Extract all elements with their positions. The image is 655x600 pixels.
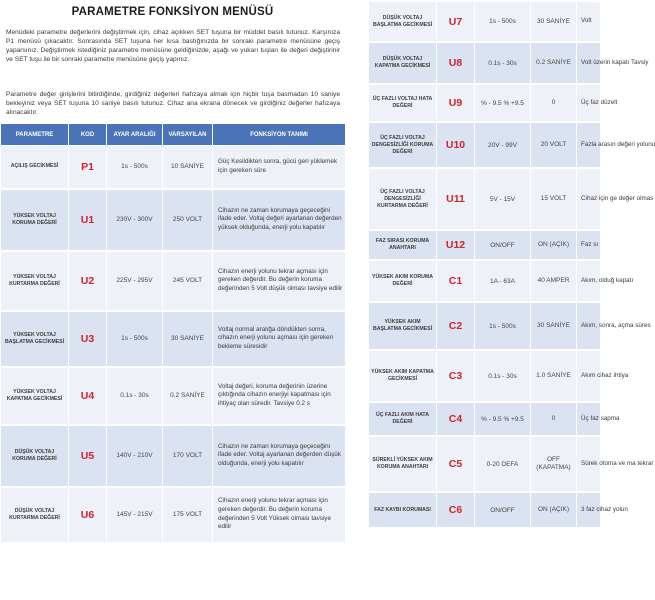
param-description: Akım cihaz ihtiya — [577, 350, 601, 402]
param-name: DÜŞÜK VOLTAJ KURTARMA DEĞERİ — [1, 487, 69, 543]
param-name: YÜKSEK AKIM BAŞLATMA GECİKMESİ — [369, 302, 437, 350]
param-name: DÜŞÜK VOLTAJ BAŞLATMA GECİKMESİ — [369, 2, 437, 42]
param-range: 0-20 DEFA — [475, 436, 531, 492]
param-range: 1s - 500s — [107, 146, 163, 189]
param-range: 1s - 500s — [107, 311, 163, 367]
param-code: C6 — [437, 492, 475, 528]
param-default: 0 — [531, 84, 577, 122]
param-range: ON/OFF — [475, 492, 531, 528]
param-name: YÜKSEK VOLTAJ KURTARMA DEĞERİ — [1, 251, 69, 311]
param-range: 20V - 99V — [475, 122, 531, 168]
table-row — [1, 189, 346, 251]
param-description: Cihaz için ge değer olmas — [577, 168, 601, 230]
param-default: 30 SANİYE — [163, 311, 213, 367]
param-description: Akım, sonra, açma süres — [577, 302, 601, 350]
param-code: C5 — [437, 436, 475, 492]
param-code: U9 — [437, 84, 475, 122]
param-name: YÜKSEK VOLTAJ KAPATMA GECİKMESİ — [1, 367, 69, 425]
param-name: AÇILIŞ GECİKMESİ — [1, 146, 69, 189]
header-ayar-araligi: AYAR ARALIĞI — [107, 124, 163, 146]
param-name: ÜÇ FAZLI VOLTAJ DENGESİZLİĞİ KURTARMA DEĞERİ — [369, 168, 437, 230]
param-range: 140V - 210V — [107, 425, 163, 487]
param-description: Voltaj değeri, koruma değerinin üzerine çıktığında cihazın enerjiyi kapatması için ihtiyaç olan süredir. Tavsiye 0.2 s — [213, 367, 346, 425]
param-range: 230V - 300V — [107, 189, 163, 251]
param-description: Volt üzerin kapatı Tavsiy — [577, 42, 601, 84]
table-header-row — [1, 124, 346, 146]
header-kod: KOD — [69, 124, 107, 146]
param-code: U12 — [437, 230, 475, 260]
param-default: 175 VOLT — [163, 487, 213, 543]
param-code: C1 — [437, 260, 475, 302]
param-name: ÜÇ FAZLI VOLTAJ HATA DEĞERİ — [369, 84, 437, 122]
param-description: Akım, olduğ kapatı — [577, 260, 601, 302]
param-description: Üç faz düzelt — [577, 84, 601, 122]
table-row — [1, 146, 346, 189]
param-default: 0 — [531, 402, 577, 436]
param-range: ON/OFF — [475, 230, 531, 260]
param-range: 1s - 500s — [475, 2, 531, 42]
table-row — [1, 311, 346, 367]
param-description: Fazla arasın değeri yolunu — [577, 122, 601, 168]
intro-paragraph: Menüdeki parametre değerlerini değiştirmek için, cihaz açıkken SET tuşuna bir müddet basılı tutunuz. Karşınıza P1 menüsü çıkacaktır. Sonrasında SET tuşuna her kısa bastığınızda bir sonraki parametre menüsüne geçiş yaparsınız. Değiştirmek istediğiniz parametre menüsüne geldiğinizde, aşağı ve yukarı tuşları ile değeri değiştirinir ve SET tuşu ile bir sonraki parametre menüsüne geçiş yapınız. — [6, 29, 340, 63]
param-description: 3 faz cihaz yolun — [577, 492, 601, 528]
param-range: % - 9.5 % +9.5 — [475, 402, 531, 436]
param-description: Güç Kesildikten sonra, gücü geri yüklemek için gereken süre — [213, 146, 346, 189]
param-name: FAZ KAYBI KORUMASI — [369, 492, 437, 528]
param-code: U8 — [437, 42, 475, 84]
param-code: C4 — [437, 402, 475, 436]
header-fonksiyon-tanimi: FONKSİYON TANIMI — [213, 124, 346, 146]
table-row — [369, 302, 601, 350]
param-description: Volt — [577, 2, 601, 42]
param-code: C2 — [437, 302, 475, 350]
param-default: OFF (KAPATMA) — [531, 436, 577, 492]
right-page — [368, 0, 655, 600]
table-row — [1, 251, 346, 311]
param-default: 0.2 SANİYE — [163, 367, 213, 425]
param-description: Sürek otoma ve ma tekrar — [577, 436, 601, 492]
param-description: Cihazın ne zaman korumaya geçeceğini ifade eder. Voltaj değeri ayarlanan değerden yüksek olduğunda, enerji yolu kapatılır — [213, 189, 346, 251]
param-code: U4 — [69, 367, 107, 425]
param-description: Üç faz sapma — [577, 402, 601, 436]
param-default: 0.2 SANİYE — [531, 42, 577, 84]
param-description: Cihazın enerji yolunu tekrar açması için gereken değerdir. Bu değerin koruma değerinden 5 Volt Yüksek olması tavsiye edilir — [213, 487, 346, 543]
param-code: U6 — [69, 487, 107, 543]
param-default: 30 SANİYE — [531, 302, 577, 350]
header-varsayilan: VARSAYILAN — [163, 124, 213, 146]
parameter-table-left — [0, 123, 346, 544]
table-row — [369, 42, 601, 84]
parameter-table-right — [368, 2, 655, 529]
param-name: ÜÇ FAZLI VOLTAJ DENGESİZLİĞİ KORUMA DEĞERİ — [369, 122, 437, 168]
table-row — [369, 122, 601, 168]
table-row — [369, 260, 601, 302]
param-default: 40 AMPER — [531, 260, 577, 302]
param-code: U10 — [437, 122, 475, 168]
table-row — [369, 230, 601, 260]
table-row — [1, 425, 346, 487]
param-range: 0.1s - 30s — [475, 42, 531, 84]
table-row — [369, 492, 601, 528]
table-row — [369, 84, 601, 122]
param-name: YÜKSEK VOLTAJ BAŞLATMA GECİKMESİ — [1, 311, 69, 367]
page-title: PARAMETRE FONKSİYON MENÜSÜ — [71, 6, 274, 18]
param-code: C3 — [437, 350, 475, 402]
param-default: 170 VOLT — [163, 425, 213, 487]
param-default: 20 VOLT — [531, 122, 577, 168]
param-range: 5V - 15V — [475, 168, 531, 230]
param-description: Cihazın enerji yolunu tekrar açması için gereken değerdir. Bu değerin koruma değerinden 5 Volt düşük olması tavsiye edilir — [213, 251, 346, 311]
param-range: 0.1s - 30s — [107, 367, 163, 425]
param-name: SÜREKLİ YÜKSEK AKIM KORUMA ANAHTARI — [369, 436, 437, 492]
param-name: ÜÇ FAZLI AKIM HATA DEĞERİ — [369, 402, 437, 436]
note-paragraph: Parametre değer girişlerini bitirdiğinde, girdiğiniz değerleri hafızaya almak için hiçbir tuşa basmadan 10 saniye bekleyiniz veya SET tuşuna 10 saniye basılı tutunuz. Cihaz ana ekrana dönecek ve girdiğiniz değerler hafızaya alınacaktır. — [6, 91, 340, 116]
table-row — [1, 367, 346, 425]
table-row — [369, 2, 601, 42]
param-code: U7 — [437, 2, 475, 42]
table-row — [369, 436, 601, 492]
page-gutter — [345, 0, 368, 600]
table-row — [369, 168, 601, 230]
param-range: 145V - 215V — [107, 487, 163, 543]
param-range: 225V - 295V — [107, 251, 163, 311]
param-range: 1s - 500s — [475, 302, 531, 350]
table-row — [1, 487, 346, 543]
param-description: Voltaj normal aralığa döndükten sonra, cihazın enerji yolunu açması için gereken bekleme süresidir — [213, 311, 346, 367]
param-code: U5 — [69, 425, 107, 487]
param-code: U2 — [69, 251, 107, 311]
param-name: YÜKSEK AKIM KAPATMA GECİKMESİ — [369, 350, 437, 402]
param-code: U1 — [69, 189, 107, 251]
param-description: Cihazın ne zaman korumaya geçeceğini ifade eder. Voltaj ayarlanan değerden düşük olduğunda, enerji yolu kapatılır — [213, 425, 346, 487]
table-row — [369, 402, 601, 436]
param-code: U3 — [69, 311, 107, 367]
param-name: YÜKSEK AKIM KORUMA DEĞERİ — [369, 260, 437, 302]
param-default: 10 SANİYE — [163, 146, 213, 189]
param-name: FAZ SIRASI KORUMA ANAHTARI — [369, 230, 437, 260]
param-name: DÜŞÜK VOLTAJ KORUMA DEĞERİ — [1, 425, 69, 487]
param-code: U11 — [437, 168, 475, 230]
param-description: Faz sı — [577, 230, 601, 260]
table-row — [369, 350, 601, 402]
param-name: YÜKSEK VOLTAJ KORUMA DEĞERİ — [1, 189, 69, 251]
param-range: 0.1s - 30s — [475, 350, 531, 402]
param-default: 30 SANİYE — [531, 2, 577, 42]
param-default: 15 VOLT — [531, 168, 577, 230]
param-default: ON (AÇIK) — [531, 230, 577, 260]
param-name: DÜŞÜK VOLTAJ KAPATMA GECİKMESİ — [369, 42, 437, 84]
param-default: 245 VOLT — [163, 251, 213, 311]
param-default: 1.0 SANİYE — [531, 350, 577, 402]
param-code: P1 — [69, 146, 107, 189]
param-range: 1A - 63A — [475, 260, 531, 302]
header-parametre: PARAMETRE — [1, 124, 69, 146]
param-range: % - 9.5 % +9.5 — [475, 84, 531, 122]
param-default: ON (AÇIK) — [531, 492, 577, 528]
param-default: 250 VOLT — [163, 189, 213, 251]
